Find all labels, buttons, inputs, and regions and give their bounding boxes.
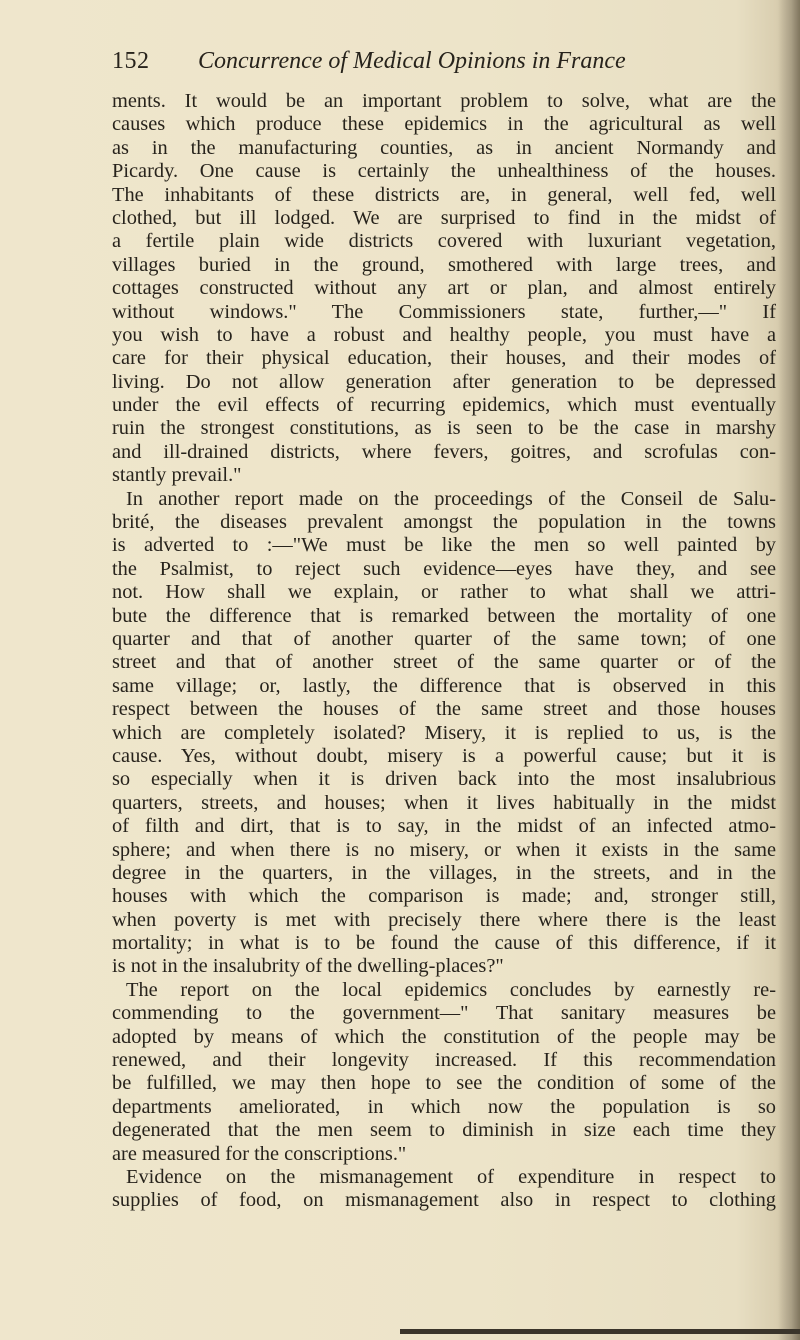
text-line: cause. Yes, without doubt, misery is a powerful cause; but it is	[112, 744, 776, 767]
text-line: In another report made on the proceedings of the Conseil de Salu-	[126, 487, 776, 510]
text-line: same village; or, lastly, the difference that is observed in this	[112, 674, 776, 697]
page-number: 152	[112, 48, 150, 74]
text-line: the Psalmist, to reject such evidence—eyes have they, and see	[112, 557, 776, 580]
text-line: care for their physical education, their houses, and their modes of	[112, 347, 776, 370]
text-line: The report on the local epidemics concludes by earnestly re-	[126, 978, 776, 1001]
text-line: The inhabitants of these districts are, in general, well fed, well	[112, 183, 776, 206]
text-line: a fertile plain wide districts covered with luxuriant vegetation,	[112, 230, 776, 253]
text-line: Picardy. One cause is certainly the unhealthiness of the houses.	[112, 160, 776, 183]
text-line: ments. It would be an important problem to solve, what are the	[112, 90, 776, 112]
text-line: bute the difference that is remarked between the mortality of one	[112, 604, 776, 627]
page-edge-shadow	[778, 0, 800, 1340]
text-line: houses with which the comparison is made; and, stronger still,	[112, 885, 776, 908]
text-line: commending to the government—" That sanitary measures be	[112, 1002, 776, 1025]
text-line: of filth and dirt, that is to say, in the midst of an infected atmo-	[112, 815, 776, 838]
text-line: villages buried in the ground, smothered with large trees, and	[112, 253, 776, 276]
body-text	[112, 90, 776, 1213]
text-line: respect between the houses of the same street and those houses	[112, 698, 776, 721]
text-line: quarter and that of another quarter of the same town; of one	[112, 627, 776, 650]
text-line: departments ameliorated, in which now the population is so	[112, 1095, 776, 1118]
text-line: adopted by means of which the constitution of the people may be	[112, 1025, 776, 1048]
text-line: is adverted to :—"We must be like the men so well painted by	[112, 534, 776, 557]
text-line: you wish to have a robust and healthy people, you must have a	[112, 323, 776, 346]
bottom-edge-rule	[400, 1329, 800, 1334]
text-line: without windows." The Commissioners state, further,—" If	[112, 300, 776, 323]
text-line: quarters, streets, and houses; when it lives habitually in the midst	[112, 791, 776, 814]
text-line: mortality; in what is to be found the cause of this difference, if it	[112, 932, 776, 955]
page-header	[112, 46, 672, 76]
text-line: ruin the strongest constitutions, as is seen to be the case in marshy	[112, 417, 776, 440]
text-line: stantly prevail."	[112, 464, 242, 487]
text-line: brité, the diseases prevalent amongst the population in the towns	[112, 511, 776, 534]
text-line: when poverty is met with precisely there where there is the least	[112, 908, 776, 931]
text-line: causes which produce these epidemics in the agricultural as well	[112, 113, 776, 136]
text-line: not. How shall we explain, or rather to what shall we attri-	[112, 581, 776, 604]
text-line: clothed, but ill lodged. We are surprised to find in the midst of	[112, 206, 776, 229]
text-line: sphere; and when there is no misery, or when it exists in the same	[112, 838, 776, 861]
text-line: and ill-drained districts, where fevers, goitres, and scrofulas con-	[112, 440, 776, 463]
text-line: degenerated that the men seem to diminish in size each time they	[112, 1119, 776, 1142]
text-line: which are completely isolated? Misery, it is replied to us, is the	[112, 721, 776, 744]
text-line: degree in the quarters, in the villages, in the streets, and in the	[112, 861, 776, 884]
running-title: Concurrence of Medical Opinions in France	[198, 48, 626, 74]
text-line: under the evil effects of recurring epidemics, which must eventually	[112, 394, 776, 417]
text-line: living. Do not allow generation after generation to be depressed	[112, 370, 776, 393]
text-line: cottages constructed without any art or plan, and almost entirely	[112, 277, 776, 300]
text-line: supplies of food, on mismanagement also in respect to clothing	[112, 1189, 776, 1212]
text-line: is not in the insalubrity of the dwelling-places?"	[112, 955, 504, 978]
text-line: Evidence on the mismanagement of expenditure in respect to	[126, 1165, 776, 1188]
text-line: are measured for the conscriptions."	[112, 1142, 407, 1165]
text-line: be fulfilled, we may then hope to see the condition of some of the	[112, 1072, 776, 1095]
text-line: so especially when it is driven back into the most insalubrious	[112, 768, 776, 791]
text-line: as in the manufacturing counties, as in ancient Normandy and	[112, 136, 776, 159]
text-line: renewed, and their longevity increased. If this recommendation	[112, 1049, 776, 1072]
text-line: street and that of another street of the same quarter or of the	[112, 651, 776, 674]
